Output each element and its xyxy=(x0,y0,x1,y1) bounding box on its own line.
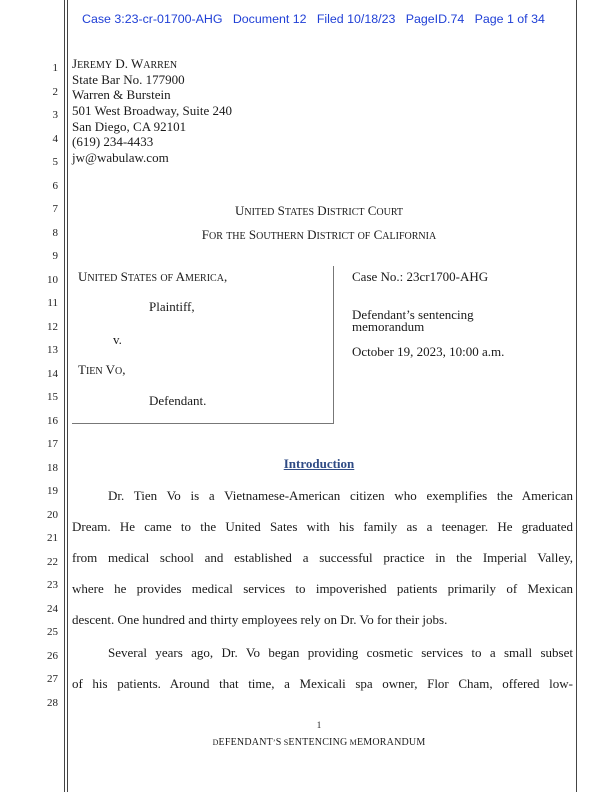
counsel-phone: (619) 234-4433 xyxy=(72,134,154,149)
body-line: Dr. Tien Vo is a Vietnamese-American citizen who exemplifies the American xyxy=(108,488,573,503)
line-number: 8 xyxy=(52,227,58,239)
counsel-address-line-2: San Diego, CA 92101 xyxy=(72,119,187,134)
body-line: from medical school and established a successful practice in the Imperial Valley, xyxy=(72,550,573,565)
body-line: Dream. He came to the United Sates with his family as a teenager. He graduated xyxy=(72,519,573,534)
line-number: 13 xyxy=(47,344,58,356)
plaintiff-name: UNITED STATES OF AMERICA, xyxy=(78,269,228,284)
document-title-line-2: memorandum xyxy=(352,319,425,334)
line-number: 3 xyxy=(52,109,58,121)
case-number: Case No.: 23cr1700-AHG xyxy=(352,269,489,284)
line-number: 18 xyxy=(47,462,58,474)
left-margin-rule-inner xyxy=(67,0,68,792)
line-number: 10 xyxy=(47,274,58,286)
line-number: 9 xyxy=(52,250,58,262)
footer-title: DEFENDANT’S SENTENCING MEMORANDUM xyxy=(212,737,426,748)
caption-divider-vertical xyxy=(333,266,334,424)
court-district: FOR THE SOUTHERN DISTRICT OF CALIFORNIA xyxy=(201,227,437,242)
left-margin-rule xyxy=(64,0,65,792)
line-number: 23 xyxy=(47,579,58,591)
document-title-line-1: Defendant’s sentencing xyxy=(352,307,474,322)
line-number: 26 xyxy=(47,650,58,662)
section-heading: Introduction xyxy=(283,456,355,471)
court-name: UNITED STATES DISTRICT COURT xyxy=(234,203,404,218)
line-number: 12 xyxy=(47,321,58,333)
line-number: 15 xyxy=(47,391,58,403)
filing-stamp: Case 3:23-cr-01700-AHG Document 12 Filed 10/18/23 PageID.74 Page 1 of 34 xyxy=(82,12,545,26)
line-number: 7 xyxy=(52,203,58,215)
line-number: 1 xyxy=(52,62,58,74)
line-number: 5 xyxy=(52,156,58,168)
line-number: 16 xyxy=(47,415,58,427)
counsel-address-line-1: 501 West Broadway, Suite 240 xyxy=(72,103,232,118)
line-number: 6 xyxy=(52,180,58,192)
line-number: 24 xyxy=(47,603,58,615)
defendant-name: TIEN VO, xyxy=(78,362,126,377)
versus: v. xyxy=(113,332,122,347)
line-number: 19 xyxy=(47,485,58,497)
body-line: Several years ago, Dr. Vo began providing cosmetic services to a small subset xyxy=(108,645,573,660)
line-number: 21 xyxy=(47,532,58,544)
line-number: 14 xyxy=(47,368,58,380)
right-margin-rule xyxy=(576,0,577,792)
page-number: 1 xyxy=(316,720,322,730)
body-line: of his patients. Around that time, a Mexicali spa owner, Flor Cham, offered low- xyxy=(72,676,573,691)
line-number: 25 xyxy=(47,626,58,638)
defendant-role: Defendant. xyxy=(149,393,207,408)
line-number: 11 xyxy=(47,297,58,309)
plaintiff-role: Plaintiff, xyxy=(149,299,195,314)
body-line: descent. One hundred and thirty employees rely on Dr. Vo for their jobs. xyxy=(72,612,448,627)
line-number: 4 xyxy=(52,133,58,145)
counsel-email: jw@wabulaw.com xyxy=(72,150,169,165)
hearing-date: October 19, 2023, 10:00 a.m. xyxy=(352,344,505,359)
caption-divider-horizontal xyxy=(72,423,334,424)
counsel-firm: Warren & Burstein xyxy=(72,87,171,102)
line-number: 22 xyxy=(47,556,58,568)
body-line: where he provides medical services to impoverished patients primarily of Mexican xyxy=(72,581,573,596)
counsel-name: JEREMY D. WARREN xyxy=(72,56,178,71)
line-number: 20 xyxy=(47,509,58,521)
counsel-bar-number: State Bar No. 177900 xyxy=(72,72,185,87)
line-number: 27 xyxy=(47,673,58,685)
line-number: 17 xyxy=(47,438,58,450)
line-number: 28 xyxy=(47,697,58,709)
line-number: 2 xyxy=(52,86,58,98)
